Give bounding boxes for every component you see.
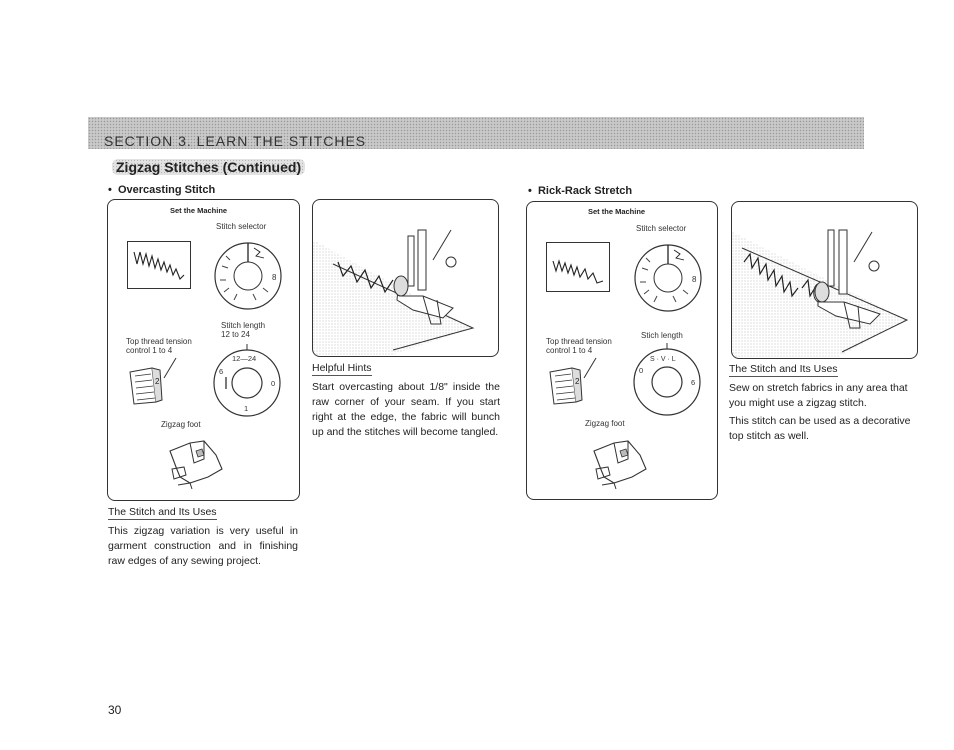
rickrack-illustration-panel xyxy=(731,201,918,359)
length-dial-left-mark: 6 xyxy=(219,367,224,376)
rickrack-stitch-pattern-icon xyxy=(547,243,609,291)
tension-dial-digit: 2 xyxy=(575,377,580,386)
hints-text: Start overcasting about 1/8" inside the raw corner of your seam. If you start right at the edge, the fabric will bunch up and the stitches will become tangled. xyxy=(312,381,500,438)
selector-dial-mark: 8 xyxy=(692,275,697,284)
stitch-preview-box xyxy=(127,241,191,289)
hints-title: Helpful Hints xyxy=(312,362,372,374)
stitch-selector-label: Stitch selector xyxy=(636,224,687,233)
tension-value: control 1 to 4 xyxy=(126,346,173,355)
bullet-dot: • xyxy=(528,185,532,197)
overcasting-heading xyxy=(108,184,215,196)
stitch-length-value: 12 to 24 xyxy=(221,330,250,339)
subheading: Zigzag Stitches (Continued) xyxy=(112,159,305,175)
tension-label: Top thread tension xyxy=(546,337,612,346)
length-dial-bottom-mark: 1 xyxy=(244,404,249,413)
overcasting-uses-text: This zigzag variation is very useful in garment construction and in finishing raw edges of any sewing project. xyxy=(108,525,298,567)
rickrack-uses-title: The Stitch and Its Uses xyxy=(729,363,838,375)
set-machine-label: Set the Machine xyxy=(170,206,228,215)
zigzag-foot-icon xyxy=(584,433,656,493)
overcasting-stitch-pattern-icon xyxy=(128,242,190,288)
overcasting-illustration-panel xyxy=(312,199,499,357)
stitch-length-label: Stich length xyxy=(641,331,683,340)
stitch-length-label: Stitch length xyxy=(221,321,266,330)
zigzag-foot-icon xyxy=(160,433,232,493)
tension-label: Top thread tension xyxy=(126,337,192,346)
tension-control-icon xyxy=(546,356,602,408)
selector-dial-mark: 8 xyxy=(272,273,277,282)
tension-dial-digit: 2 xyxy=(155,377,160,386)
overcasting-title: Overcasting Stitch xyxy=(117,184,216,196)
stitch-selector-dial-icon xyxy=(630,240,706,316)
tension-control-icon xyxy=(126,356,182,408)
stitch-length-dial-icon xyxy=(208,344,286,422)
section-title: SECTION 3. LEARN THE STITCHES xyxy=(104,133,367,149)
stitch-selector-label: Stitch selector xyxy=(216,222,267,231)
length-dial-top-mark: S · V · L xyxy=(650,356,676,363)
zigzag-foot-label: Zigzag foot xyxy=(585,419,625,428)
length-dial-left-mark: 0 xyxy=(639,366,644,375)
page-number: 30 xyxy=(108,703,122,717)
stitch-selector-dial-icon xyxy=(210,238,286,314)
stitch-preview-box xyxy=(546,242,610,292)
set-machine-label: Set the Machine xyxy=(588,207,646,216)
stitch-length-dial-icon xyxy=(628,343,706,421)
overcasting-presser-foot-illustration xyxy=(313,200,499,357)
rickrack-title: Rick-Rack Stretch xyxy=(537,185,633,197)
rickrack-presser-foot-illustration xyxy=(732,202,918,359)
rickrack-heading xyxy=(528,185,632,197)
rickrack-uses-text-1: Sew on stretch fabrics in any area that you might use a zigzag stitch. xyxy=(729,382,908,409)
rickrack-uses-text-2: This stitch can be used as a decorative top stitch as well. xyxy=(729,415,911,442)
length-dial-right-mark: 0 xyxy=(271,379,276,388)
zigzag-foot-label: Zigzag foot xyxy=(161,420,201,429)
tension-value: control 1 to 4 xyxy=(546,346,593,355)
overcasting-uses-title: The Stitch and Its Uses xyxy=(108,506,217,518)
bullet-dot: • xyxy=(108,184,112,196)
length-dial-right-mark: 6 xyxy=(691,378,696,387)
length-dial-top-mark: 12—24 xyxy=(232,354,257,363)
